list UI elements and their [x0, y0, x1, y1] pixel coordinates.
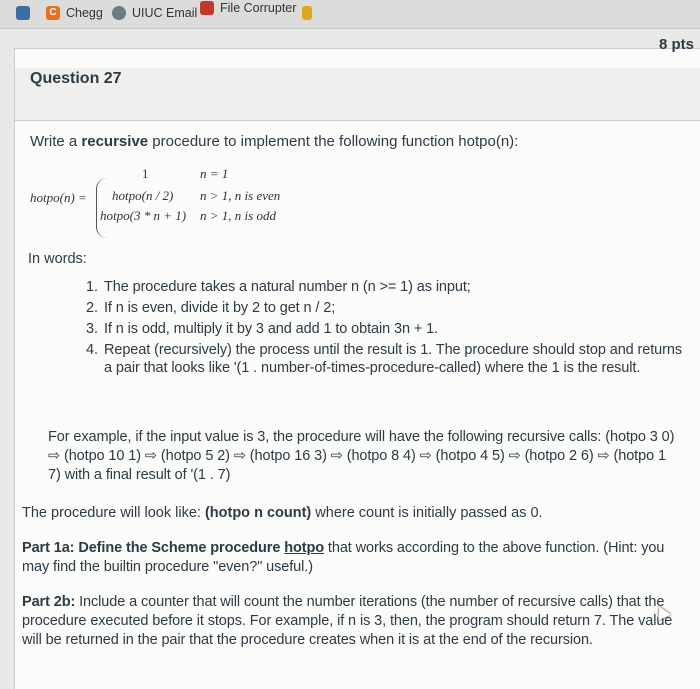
question-title: Question 27: [30, 70, 122, 87]
question-prompt: [30, 132, 518, 152]
step-text: Repeat (recursively) the process until the result is 1. The procedure should stop and returns a pair that looks like '(1 . number-of-times-procedure-called) where the 1 is the result.: [104, 341, 682, 377]
look-like-text: [22, 504, 543, 523]
uiuc-email-icon: [112, 6, 126, 20]
quiz-page: [0, 28, 700, 681]
hotpo-term: hotpo: [284, 540, 324, 556]
bookmark-label: Chegg: [66, 6, 103, 20]
part-1a-body: that works according to the above function. (Hint: you may find the builtin procedure "even?" useful.): [22, 540, 665, 575]
part-1a-text: [22, 539, 692, 577]
prompt-suffix: procedure to implement the following function hotpo(n):: [148, 133, 519, 150]
bookmark-chegg[interactable]: [46, 6, 103, 20]
in-words-label: In words:: [28, 251, 87, 267]
example-text: For example, if the input value is 3, the procedure will have the following recursive calls: (hotpo 3 0) ⇨ (hotpo 10 1) ⇨ (hotpo 5 2) ⇨ (hotpo 16 3) ⇨ (hotpo 8 4) ⇨ (hotpo 4 5) ⇨ (hotpo 2 6) ⇨ (hotpo 1 7) with a final result of '(1 . 7): [48, 429, 675, 483]
step-number: 4.: [86, 341, 98, 358]
bookmark-dropdown[interactable]: [16, 6, 30, 20]
step-number: 1.: [86, 279, 98, 295]
formula-case-cond: n > 1, n is even: [200, 188, 281, 203]
bookmark-uiuc-email[interactable]: [112, 6, 197, 20]
steps-list: [86, 278, 686, 378]
bookmarks-bar: [0, 0, 700, 29]
question-points: 8 pts: [658, 36, 694, 53]
look-like-suffix: where count is initially passed as 0.: [311, 505, 543, 521]
bookmark-file-corrupter[interactable]: [200, 1, 296, 15]
bookmark-label: File Corrupter: [220, 1, 297, 15]
bookmark-more[interactable]: [302, 6, 312, 20]
bookmark-folder-icon: [16, 6, 30, 20]
prompt-bold: recursive: [81, 133, 149, 150]
formula-case-cond: n = 1: [200, 166, 229, 181]
part-2b-label: Part 2b:: [22, 594, 80, 610]
look-like-prefix: The procedure will look like:: [22, 505, 205, 521]
part-2b-body: Include a counter that will count the number iterations (the number of recursive calls) that the procedure executed before it stops. For example, if n is 3, then, the program should return 7. The value will be returned in the pair that the procedure creates when it is at the end of the recursion.: [22, 594, 673, 648]
part-2b-text: [22, 593, 692, 650]
step-number: 2.: [86, 299, 98, 316]
step-text: If n is even, divide it by 2 to get n / 2;: [104, 299, 336, 316]
file-corrupter-icon: [200, 1, 214, 15]
step-item: [86, 299, 686, 318]
formula-case-expr: 1: [142, 166, 149, 181]
step-text: The procedure takes a natural number n (n >= 1) as input;: [104, 279, 471, 295]
step-item: [86, 320, 686, 339]
bookmark-more-icon: [302, 6, 312, 20]
formula-case-cond: n > 1, n is odd: [200, 208, 276, 223]
look-like-bold: (hotpo n count): [204, 505, 312, 521]
chegg-icon: C: [46, 6, 60, 20]
part-1a-label: Part 1a: Define the Scheme procedure: [22, 540, 285, 556]
step-text: If n is odd, multiply it by 3 and add 1 to obtain 3n + 1.: [104, 320, 439, 337]
formula-case-expr: hotpo(n / 2): [112, 188, 174, 203]
formula-lhs: hotpo(n) =: [30, 190, 87, 205]
step-item: [86, 341, 686, 379]
bookmark-label: UIUC Email: [132, 6, 198, 20]
prompt-prefix: Write a: [30, 133, 82, 150]
step-number: 3.: [86, 320, 98, 337]
formula-case-expr: hotpo(3 * n + 1): [100, 208, 187, 223]
step-item: [86, 278, 686, 297]
